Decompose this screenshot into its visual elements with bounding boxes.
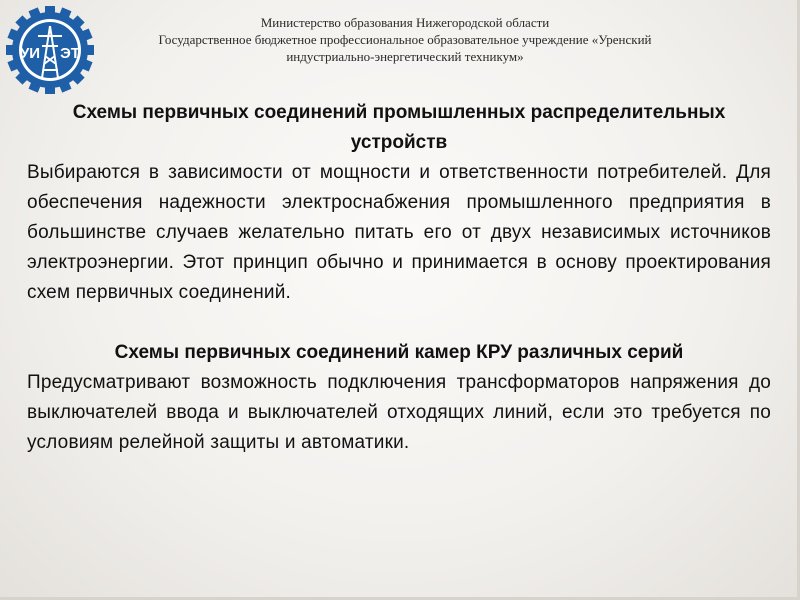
- institution-line: Государственное бюджетное профессиональное образовательное учреждение «Уренский: [158, 32, 652, 47]
- section2-body: Предусматривают возможность подключения трансформаторов напряжения до выключателей ввода и выключателей отходящих линий, если это требуется по условиям релейной защиты и автоматики.: [27, 372, 771, 453]
- header: [100, 14, 710, 65]
- section2-title: Схемы первичных соединений камер КРУ различных серий: [114, 342, 684, 363]
- logo-text-right: ЭТ: [60, 45, 80, 62]
- section1-title: Схемы первичных соединений промышленных распределительных устройств: [72, 102, 726, 153]
- slide-content: [27, 98, 771, 458]
- logo-text-left: УИ: [19, 45, 41, 62]
- ministry-line: Министерство образования Нижегородской области: [260, 15, 550, 30]
- institution-line-2: индустриально-энергетический техникум»: [286, 49, 524, 64]
- section1-body: Выбираются в зависимости от мощности и ответственности потребителей. Для обеспечения надежности электроснабжения промышленного предприятия в большинстве случаев желательно питать его от двух независимых источников электроэнергии. Этот принцип обычно и принимается в основу проектирования схем первичных соединений.: [27, 162, 771, 303]
- college-logo: [4, 4, 96, 96]
